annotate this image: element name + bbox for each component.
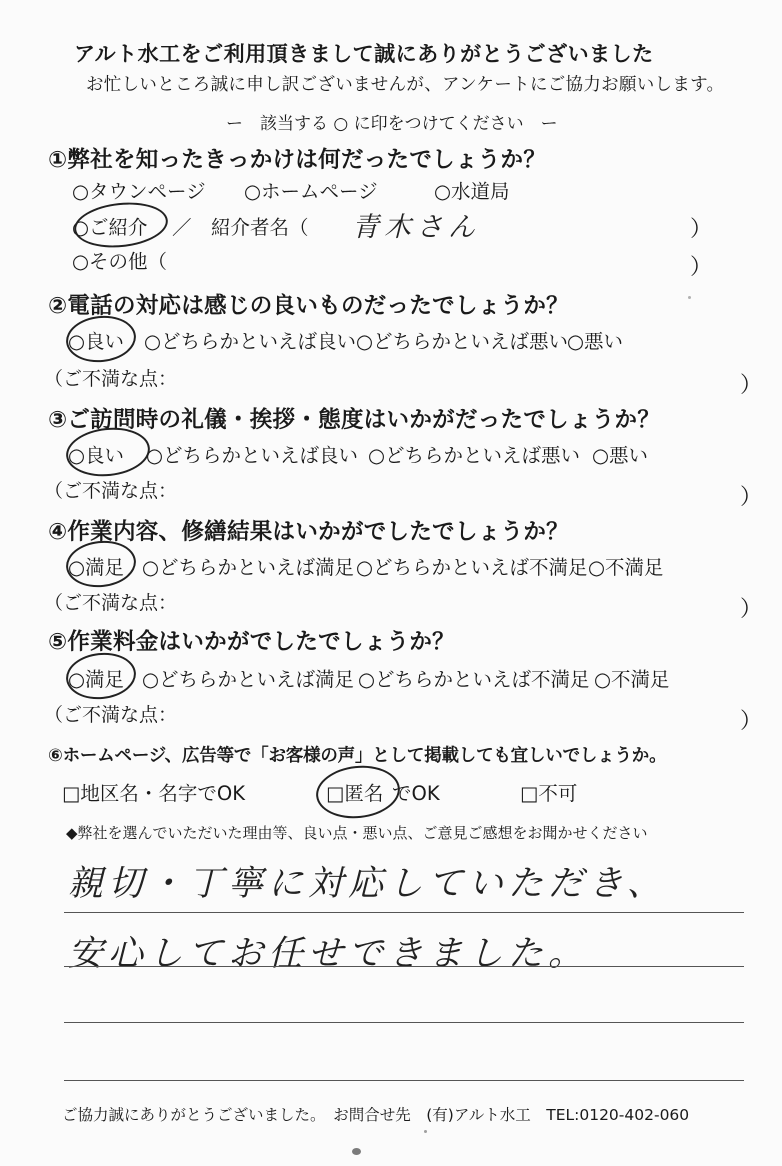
scan-speck	[688, 296, 691, 299]
q6-selected-circle	[314, 762, 403, 822]
q1-referrer-close-paren: ）	[690, 217, 713, 242]
instruction-text: ー 該当する ○ に印をつけてください ー	[226, 114, 558, 134]
q6-option-anonymous-ok: でOK	[392, 782, 440, 805]
survey-subtitle: お忙しいところ誠に申し訳ございませんが、アンケートにご協力お願いします。	[86, 75, 725, 95]
q2-selected-circle	[64, 312, 138, 365]
q4-title: ④作業内容、修繕結果はいかがでしたでしょうか？	[48, 519, 569, 545]
scan-speck	[352, 1148, 361, 1155]
q2-option-good[interactable]: ○良い	[68, 330, 125, 353]
q5-option-unsatisfied[interactable]: ○不満足	[594, 668, 670, 691]
q1-option-other[interactable]: ○その他（	[72, 250, 168, 273]
q6-option-anonymous[interactable]: □匿名	[326, 782, 384, 805]
q6-option-area-surname[interactable]: □地区名・名字でOK	[62, 782, 246, 805]
q1-option-homepage[interactable]: ○ホームページ	[244, 180, 378, 203]
q5-option-somewhat-satisfied[interactable]: ○どちらかといえば満足	[142, 668, 355, 691]
scan-speck	[424, 1130, 427, 1133]
q1-referrer-handwritten: 青木さん	[352, 212, 480, 243]
q5-option-satisfied[interactable]: ○満足	[68, 668, 125, 691]
q3-title: ③ご訪問時の礼儀・挨拶・態度はいかがだったでしょうか？	[48, 407, 661, 433]
q2-title: ②電話の対応は感じの良いものだったでしょうか？	[48, 293, 569, 319]
feedback-rule	[64, 966, 744, 967]
q6-option-not-allowed[interactable]: □不可	[520, 782, 578, 805]
q1-other-close-paren: ）	[690, 255, 713, 280]
q5-title: ⑤作業料金はいかがでしたでしょうか？	[48, 629, 455, 655]
footer-contact: ご協力誠にありがとうございました。 お問合せ先 (有)アルト水工 TEL:0120-402-060	[62, 1106, 690, 1124]
q1-selected-circle	[72, 198, 170, 252]
q4-option-somewhat-unsatisfied[interactable]: ○どちらかといえば不満足	[356, 556, 588, 579]
q4-option-satisfied[interactable]: ○満足	[68, 556, 125, 579]
q1-title: ①弊社を知ったきっかけは何だったでしょうか？	[48, 147, 547, 173]
q5-option-somewhat-unsatisfied[interactable]: ○どちらかといえば不満足	[358, 668, 590, 691]
q3-option-bad[interactable]: ○悪い	[592, 444, 649, 467]
q1-option-water-bureau[interactable]: ○水道局	[434, 180, 510, 203]
q3-option-somewhat-bad[interactable]: ○どちらかといえば悪い	[368, 444, 581, 467]
q2-option-bad[interactable]: ○悪い	[567, 330, 624, 353]
q3-option-somewhat-good[interactable]: ○どちらかといえば良い	[146, 444, 359, 467]
feedback-rule	[64, 1080, 744, 1081]
q5-selected-circle	[64, 649, 138, 702]
q2-option-somewhat-bad[interactable]: ○どちらかといえば悪い	[356, 330, 569, 353]
q4-option-somewhat-satisfied[interactable]: ○どちらかといえば満足	[142, 556, 355, 579]
feedback-handwritten-line2: 安心してお任せできました。	[68, 934, 589, 974]
q3-complaint-label: （ご不満な点：	[44, 480, 178, 502]
q6-title: ⑥ホームページ、広告等で「お客様の声」として掲載しても宜しいでしょうか。	[48, 746, 667, 766]
q3-option-good[interactable]: ○良い	[68, 444, 125, 467]
survey-title: アルト水工をご利用頂きまして誠にありがとうございました	[74, 42, 654, 66]
q5-complaint-label: （ご不満な点：	[44, 704, 178, 726]
feedback-prompt: ◆弊社を選んでいただいた理由等、良い点・悪い点、ご意見ご感想をお聞かせください	[66, 824, 648, 842]
q4-complaint-close-paren: ）	[740, 597, 763, 622]
q2-option-somewhat-good[interactable]: ○どちらかといえば良い	[144, 330, 357, 353]
feedback-rule	[64, 1022, 744, 1023]
q1-referrer-label: ／ 紹介者名（	[172, 216, 309, 239]
feedback-rule	[64, 912, 744, 913]
q3-complaint-close-paren: ）	[740, 485, 763, 510]
q4-complaint-label: （ご不満な点：	[44, 592, 178, 614]
q1-option-referral[interactable]: ○ご紹介	[72, 216, 148, 239]
q1-option-townpage[interactable]: ○タウンページ	[72, 180, 206, 203]
q4-option-unsatisfied[interactable]: ○不満足	[588, 556, 664, 579]
q2-complaint-label: （ご不満な点：	[44, 368, 178, 390]
q5-complaint-close-paren: ）	[740, 709, 763, 734]
q2-complaint-close-paren: ）	[740, 373, 763, 398]
feedback-handwritten-line1: 親切・丁寧に対応していただき、	[68, 864, 667, 904]
